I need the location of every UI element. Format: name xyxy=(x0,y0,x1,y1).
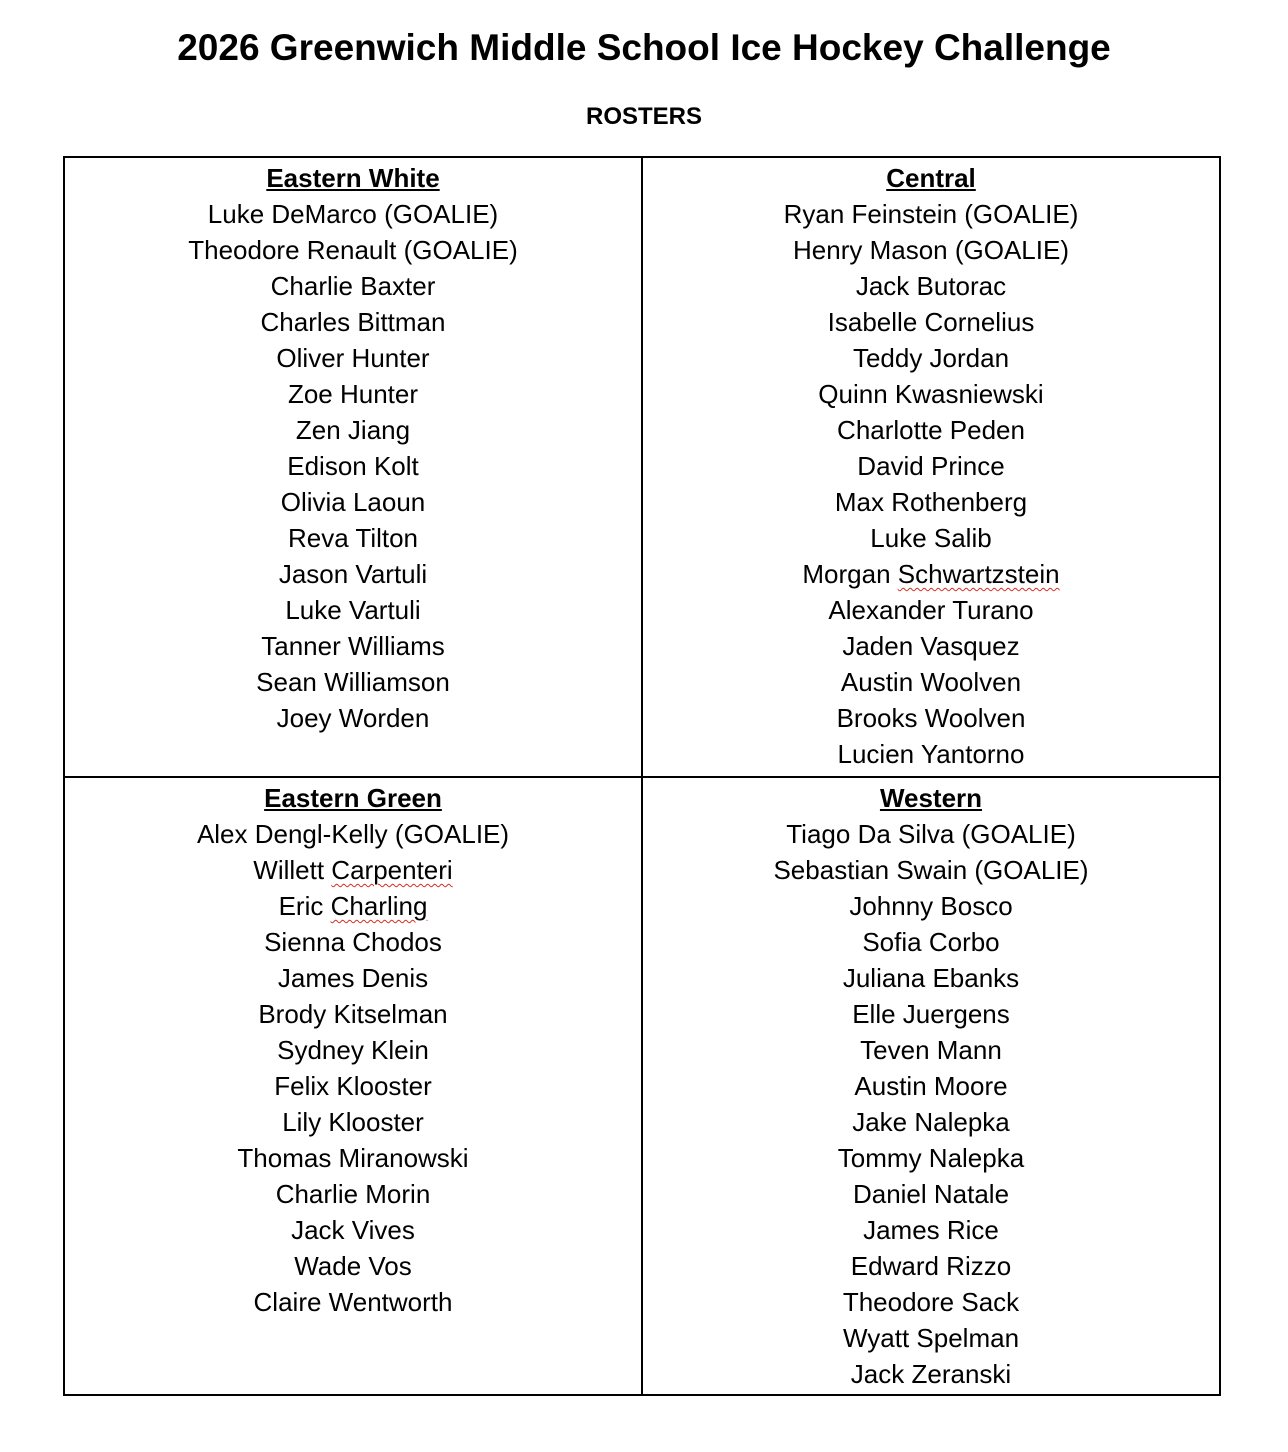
player-name: Charlotte Peden xyxy=(837,415,1025,445)
team-name-eastern-green: Eastern Green xyxy=(264,783,442,813)
player-name: Ryan Feinstein (GOALIE) xyxy=(783,199,1079,229)
player-name: Tanner Williams xyxy=(261,631,445,661)
player-name: Brooks Woolven xyxy=(836,703,1026,733)
player-last-name-spellcheck: Charling xyxy=(330,891,428,921)
roster-row-top xyxy=(64,157,1220,777)
document-subtitle: ROSTERS xyxy=(585,103,702,130)
player-name: Johnny Bosco xyxy=(849,891,1013,921)
player-name: Zoe Hunter xyxy=(287,379,419,409)
player-name: Claire Wentworth xyxy=(253,1287,453,1317)
player-name: Felix Klooster xyxy=(274,1071,432,1101)
team-cell-eastern-green xyxy=(64,777,642,1395)
player-name: Theodore Renault (GOALIE) xyxy=(188,235,518,265)
player-name: Brody Kitselman xyxy=(258,999,448,1029)
player-name: Luke Vartuli xyxy=(285,595,421,625)
player-name: Alex Dengl-Kelly (GOALIE) xyxy=(196,819,510,849)
player-name: Jack Vives xyxy=(291,1215,415,1245)
player-name xyxy=(69,888,637,924)
player-name: Sydney Klein xyxy=(277,1035,429,1065)
player-name: Austin Moore xyxy=(854,1071,1008,1101)
player-name: Wyatt Spelman xyxy=(842,1323,1020,1353)
player-name: Jaden Vasquez xyxy=(842,631,1020,661)
player-name: Daniel Natale xyxy=(852,1179,1010,1209)
roster-row-bottom xyxy=(64,777,1220,1395)
team-name-central: Central xyxy=(886,163,976,193)
player-last-name-spellcheck: Carpenteri xyxy=(331,855,453,885)
player-list-eastern-green xyxy=(69,816,637,1320)
player-first-name: Willett xyxy=(253,855,325,885)
player-name: Sienna Chodos xyxy=(264,927,442,957)
player-name: Charlie Morin xyxy=(275,1179,431,1209)
player-name: James Denis xyxy=(277,963,429,993)
player-name: Isabelle Cornelius xyxy=(827,307,1035,337)
player-name: Quinn Kwasniewski xyxy=(818,379,1044,409)
player-name: Luke Salib xyxy=(870,523,992,553)
roster-table xyxy=(63,156,1221,1396)
player-list-central xyxy=(647,196,1215,772)
player-name: Teddy Jordan xyxy=(852,343,1010,373)
player-name: James Rice xyxy=(863,1215,999,1245)
player-first-name: Eric xyxy=(278,891,324,921)
player-list-western xyxy=(647,816,1215,1392)
player-name: Alexander Turano xyxy=(828,595,1034,625)
team-cell-eastern-white xyxy=(64,157,642,777)
team-cell-central xyxy=(642,157,1220,777)
player-name: Jack Zeranski xyxy=(850,1359,1012,1389)
player-name: Jason Vartuli xyxy=(278,559,428,589)
player-name: Charlie Baxter xyxy=(270,271,436,301)
player-name: Charles Bittman xyxy=(260,307,446,337)
document-title: 2026 Greenwich Middle School Ice Hockey Challenge xyxy=(177,27,1111,68)
player-name: Elle Juergens xyxy=(852,999,1010,1029)
player-name: Theodore Sack xyxy=(842,1287,1020,1317)
player-last-name-spellcheck: Schwartzstein xyxy=(897,559,1060,589)
player-name: Henry Mason (GOALIE) xyxy=(793,235,1069,265)
player-name: Wade Vos xyxy=(294,1251,412,1281)
player-name: Lily Klooster xyxy=(282,1107,424,1137)
player-name: Thomas Miranowski xyxy=(237,1143,469,1173)
player-name: Olivia Laoun xyxy=(280,487,426,517)
player-name: Edison Kolt xyxy=(287,451,419,481)
player-name: Luke DeMarco (GOALIE) xyxy=(207,199,499,229)
player-name: Jake Nalepka xyxy=(852,1107,1010,1137)
player-name: Lucien Yantorno xyxy=(837,739,1025,769)
player-name: Max Rothenberg xyxy=(834,487,1028,517)
player-name: Reva Tilton xyxy=(287,523,419,553)
player-name: Tiago Da Silva (GOALIE) xyxy=(786,819,1076,849)
player-name xyxy=(647,556,1215,592)
player-name: Sebastian Swain (GOALIE) xyxy=(773,855,1089,885)
player-name: David Prince xyxy=(857,451,1005,481)
team-cell-western xyxy=(642,777,1220,1395)
player-name: Jack Butorac xyxy=(855,271,1007,301)
player-name: Sofia Corbo xyxy=(862,927,1000,957)
player-name: Juliana Ebanks xyxy=(842,963,1020,993)
team-name-western: Western xyxy=(879,783,983,813)
player-name: Joey Worden xyxy=(276,703,430,733)
team-name-eastern-white: Eastern White xyxy=(266,163,440,193)
player-name: Sean Williamson xyxy=(256,667,450,697)
player-name: Oliver Hunter xyxy=(276,343,430,373)
player-name xyxy=(69,852,637,888)
player-list-eastern-white xyxy=(69,196,637,736)
player-name: Teven Mann xyxy=(860,1035,1002,1065)
player-first-name: Morgan xyxy=(802,559,891,589)
player-name: Edward Rizzo xyxy=(850,1251,1012,1281)
player-name: Austin Woolven xyxy=(840,667,1022,697)
player-name: Zen Jiang xyxy=(295,415,411,445)
player-name: Tommy Nalepka xyxy=(837,1143,1025,1173)
